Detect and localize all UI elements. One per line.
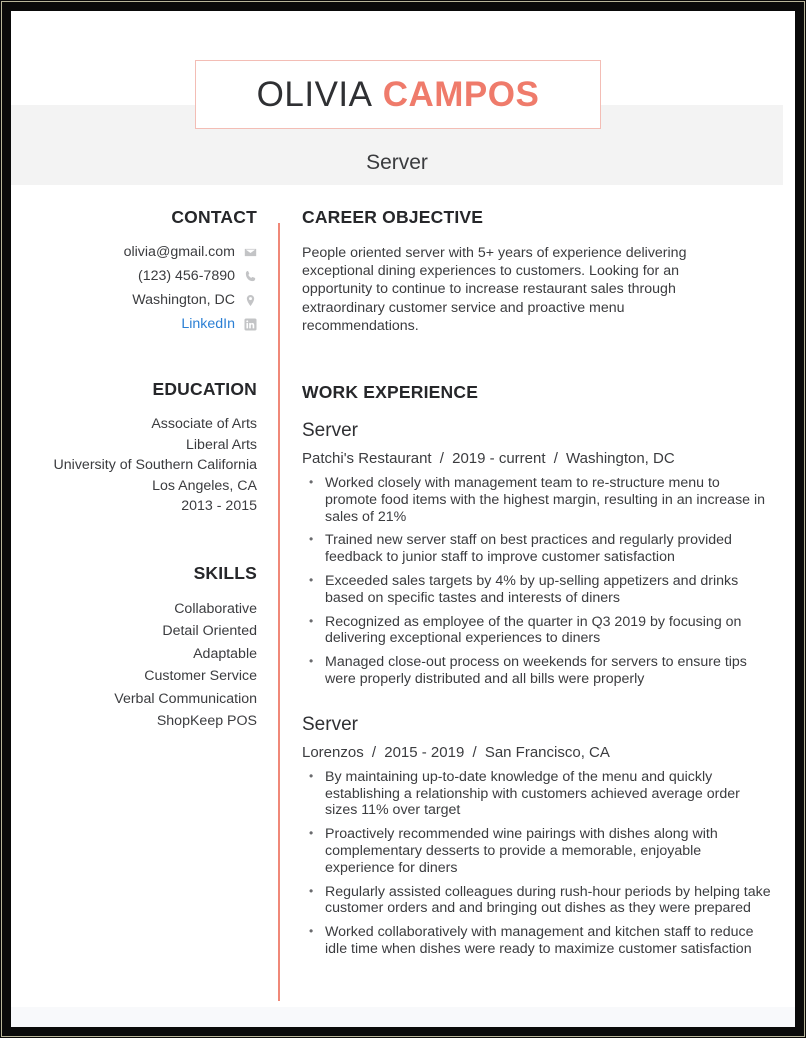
job-location: Washington, DC	[566, 450, 675, 468]
contact-row-email[interactable]	[11, 242, 257, 262]
skills-section	[11, 563, 257, 733]
job-bullet: • Trained new server staff on best practices and regularly provided feedback to junior staff to improve customer satisfaction	[302, 532, 772, 566]
job-bullet: • Recognized as employee of the quarter in Q3 2019 by focusing on delivering exceptional experiences to diners	[302, 614, 772, 648]
meta-separator: /	[371, 743, 377, 761]
job-bullet: • Proactively recommended wine pairings with dishes along with complementary desserts to provide a memorable, enjoyable experience for diners	[302, 826, 772, 876]
job-bullet: • Worked closely with management team to re-structure menu to promote food items with the highest margin, resulting in an increase in sales of 21%	[302, 475, 772, 525]
phone-icon	[244, 270, 257, 283]
contact-location-text: Washington, DC	[132, 292, 235, 308]
name-box	[195, 60, 601, 129]
job-company: Lorenzos	[302, 743, 364, 761]
skill-item: Adaptable	[193, 645, 257, 662]
work-experience-heading: WORK EXPERIENCE	[302, 382, 479, 403]
envelope-icon	[244, 246, 257, 259]
job-dates: 2019 - current	[452, 450, 546, 468]
education-line: Liberal Arts	[186, 436, 257, 453]
contact-row-linkedin[interactable]	[11, 314, 257, 334]
contact-row-location[interactable]	[11, 290, 257, 310]
job-dates: 2015 - 2019	[384, 743, 465, 761]
footer-strip	[11, 1007, 795, 1027]
job-bullet: • Managed close-out process on weekends for servers to ensure tips were properly distributed and all bills were properly	[302, 654, 772, 688]
job-entry	[302, 714, 772, 958]
contact-section	[11, 207, 257, 334]
meta-separator: /	[439, 450, 444, 468]
skill-item: Customer Service	[144, 668, 257, 684]
skill-item: ShopKeep POS	[156, 713, 257, 729]
education-section	[11, 379, 257, 517]
job-entry	[302, 420, 772, 688]
contact-row-phone[interactable]	[11, 266, 257, 286]
job-title: Server	[302, 420, 358, 442]
job-company: Patchi's Restaurant	[302, 450, 432, 468]
education-heading: EDUCATION	[152, 379, 257, 399]
linkedin-icon[interactable]	[244, 318, 257, 331]
job-bullets	[302, 475, 772, 688]
contact-linkedin-link[interactable]: LinkedIn	[181, 316, 235, 332]
last-name: CAMPOS	[382, 74, 540, 114]
first-name: OLIVIA	[256, 74, 373, 114]
column-divider	[278, 223, 280, 1001]
skills-heading: SKILLS	[193, 562, 257, 583]
job-bullet: • Exceeded sales targets by 4% by up-selling appetizers and drinks based on specific tastes and interests of diners	[302, 573, 772, 607]
education-line: 2013 - 2015	[181, 498, 257, 514]
education-line: Associate of Arts	[151, 416, 257, 432]
resume-page	[11, 11, 795, 1027]
sidebar-column	[11, 207, 267, 739]
main-column	[302, 207, 772, 965]
objective-text: People oriented server with 5+ years of experience delivering exceptional dining experiences to customers. Looking for an opportunity to continue to increase restaurant sales through extraordinary customer service and proactive menu recommendations.	[302, 245, 687, 334]
job-location: San Francisco, CA	[484, 743, 610, 761]
contact-email-text: olivia@gmail.com	[123, 244, 235, 260]
contact-phone-text: (123) 456-7890	[137, 268, 235, 284]
objective-heading: CAREER OBJECTIVE	[302, 207, 484, 227]
candidate-job-title: Server	[366, 151, 428, 174]
objective-section	[302, 207, 772, 335]
job-bullet: • Regularly assisted colleagues during rush-hour periods by helping take customer orders and and bringing out dishes as they were prepared	[302, 884, 772, 918]
job-bullet: • By maintaining up-to-date knowledge of the menu and quickly establishing a relationship with customers achieved average order sizes 11% over target	[302, 769, 772, 819]
candidate-name	[257, 75, 540, 115]
meta-separator: /	[553, 450, 558, 468]
job-title: Server	[302, 713, 358, 735]
job-bullets	[302, 769, 772, 958]
job-meta	[302, 450, 772, 467]
education-line: Los Angeles, CA	[152, 477, 257, 494]
skill-item: Verbal Communication	[114, 690, 257, 707]
job-bullet: • Worked collaboratively with management and kitchen staff to reduce idle time when dishes were ready to maximize customer satisfaction	[302, 924, 772, 958]
map-pin-icon	[244, 294, 257, 307]
job-meta	[302, 744, 772, 761]
skill-item: Detail Oriented	[162, 623, 257, 639]
contact-heading: CONTACT	[171, 207, 257, 227]
skill-item: Collaborative	[174, 600, 257, 617]
education-line: University of Southern California	[53, 457, 257, 473]
meta-separator: /	[472, 743, 477, 761]
